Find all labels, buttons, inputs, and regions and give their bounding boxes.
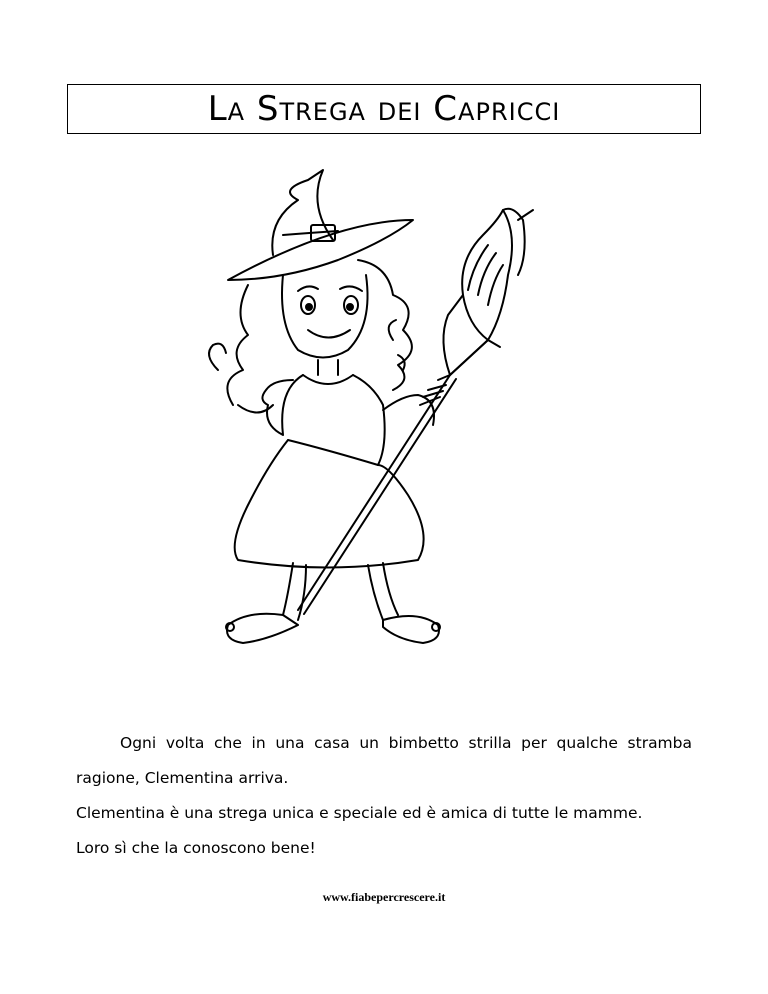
story-paragraph-3: Loro sì che la conoscono bene! [76, 839, 316, 857]
story-paragraph-1: Ogni volta che in una casa un bimbetto strilla per qualche stramba ragione, Clementina arriva. [76, 734, 692, 787]
witch-illustration [188, 165, 576, 665]
story-paragraph-2: Clementina è una strega unica e speciale ed è amica di tutte le mamme. [76, 804, 643, 822]
story-text [76, 726, 692, 866]
footer-url: www.fiabepercrescere.it [322, 890, 446, 904]
witch-with-broom-icon [188, 165, 576, 665]
title-box [67, 84, 701, 134]
page-title: La Strega dei Capricci [207, 89, 561, 129]
